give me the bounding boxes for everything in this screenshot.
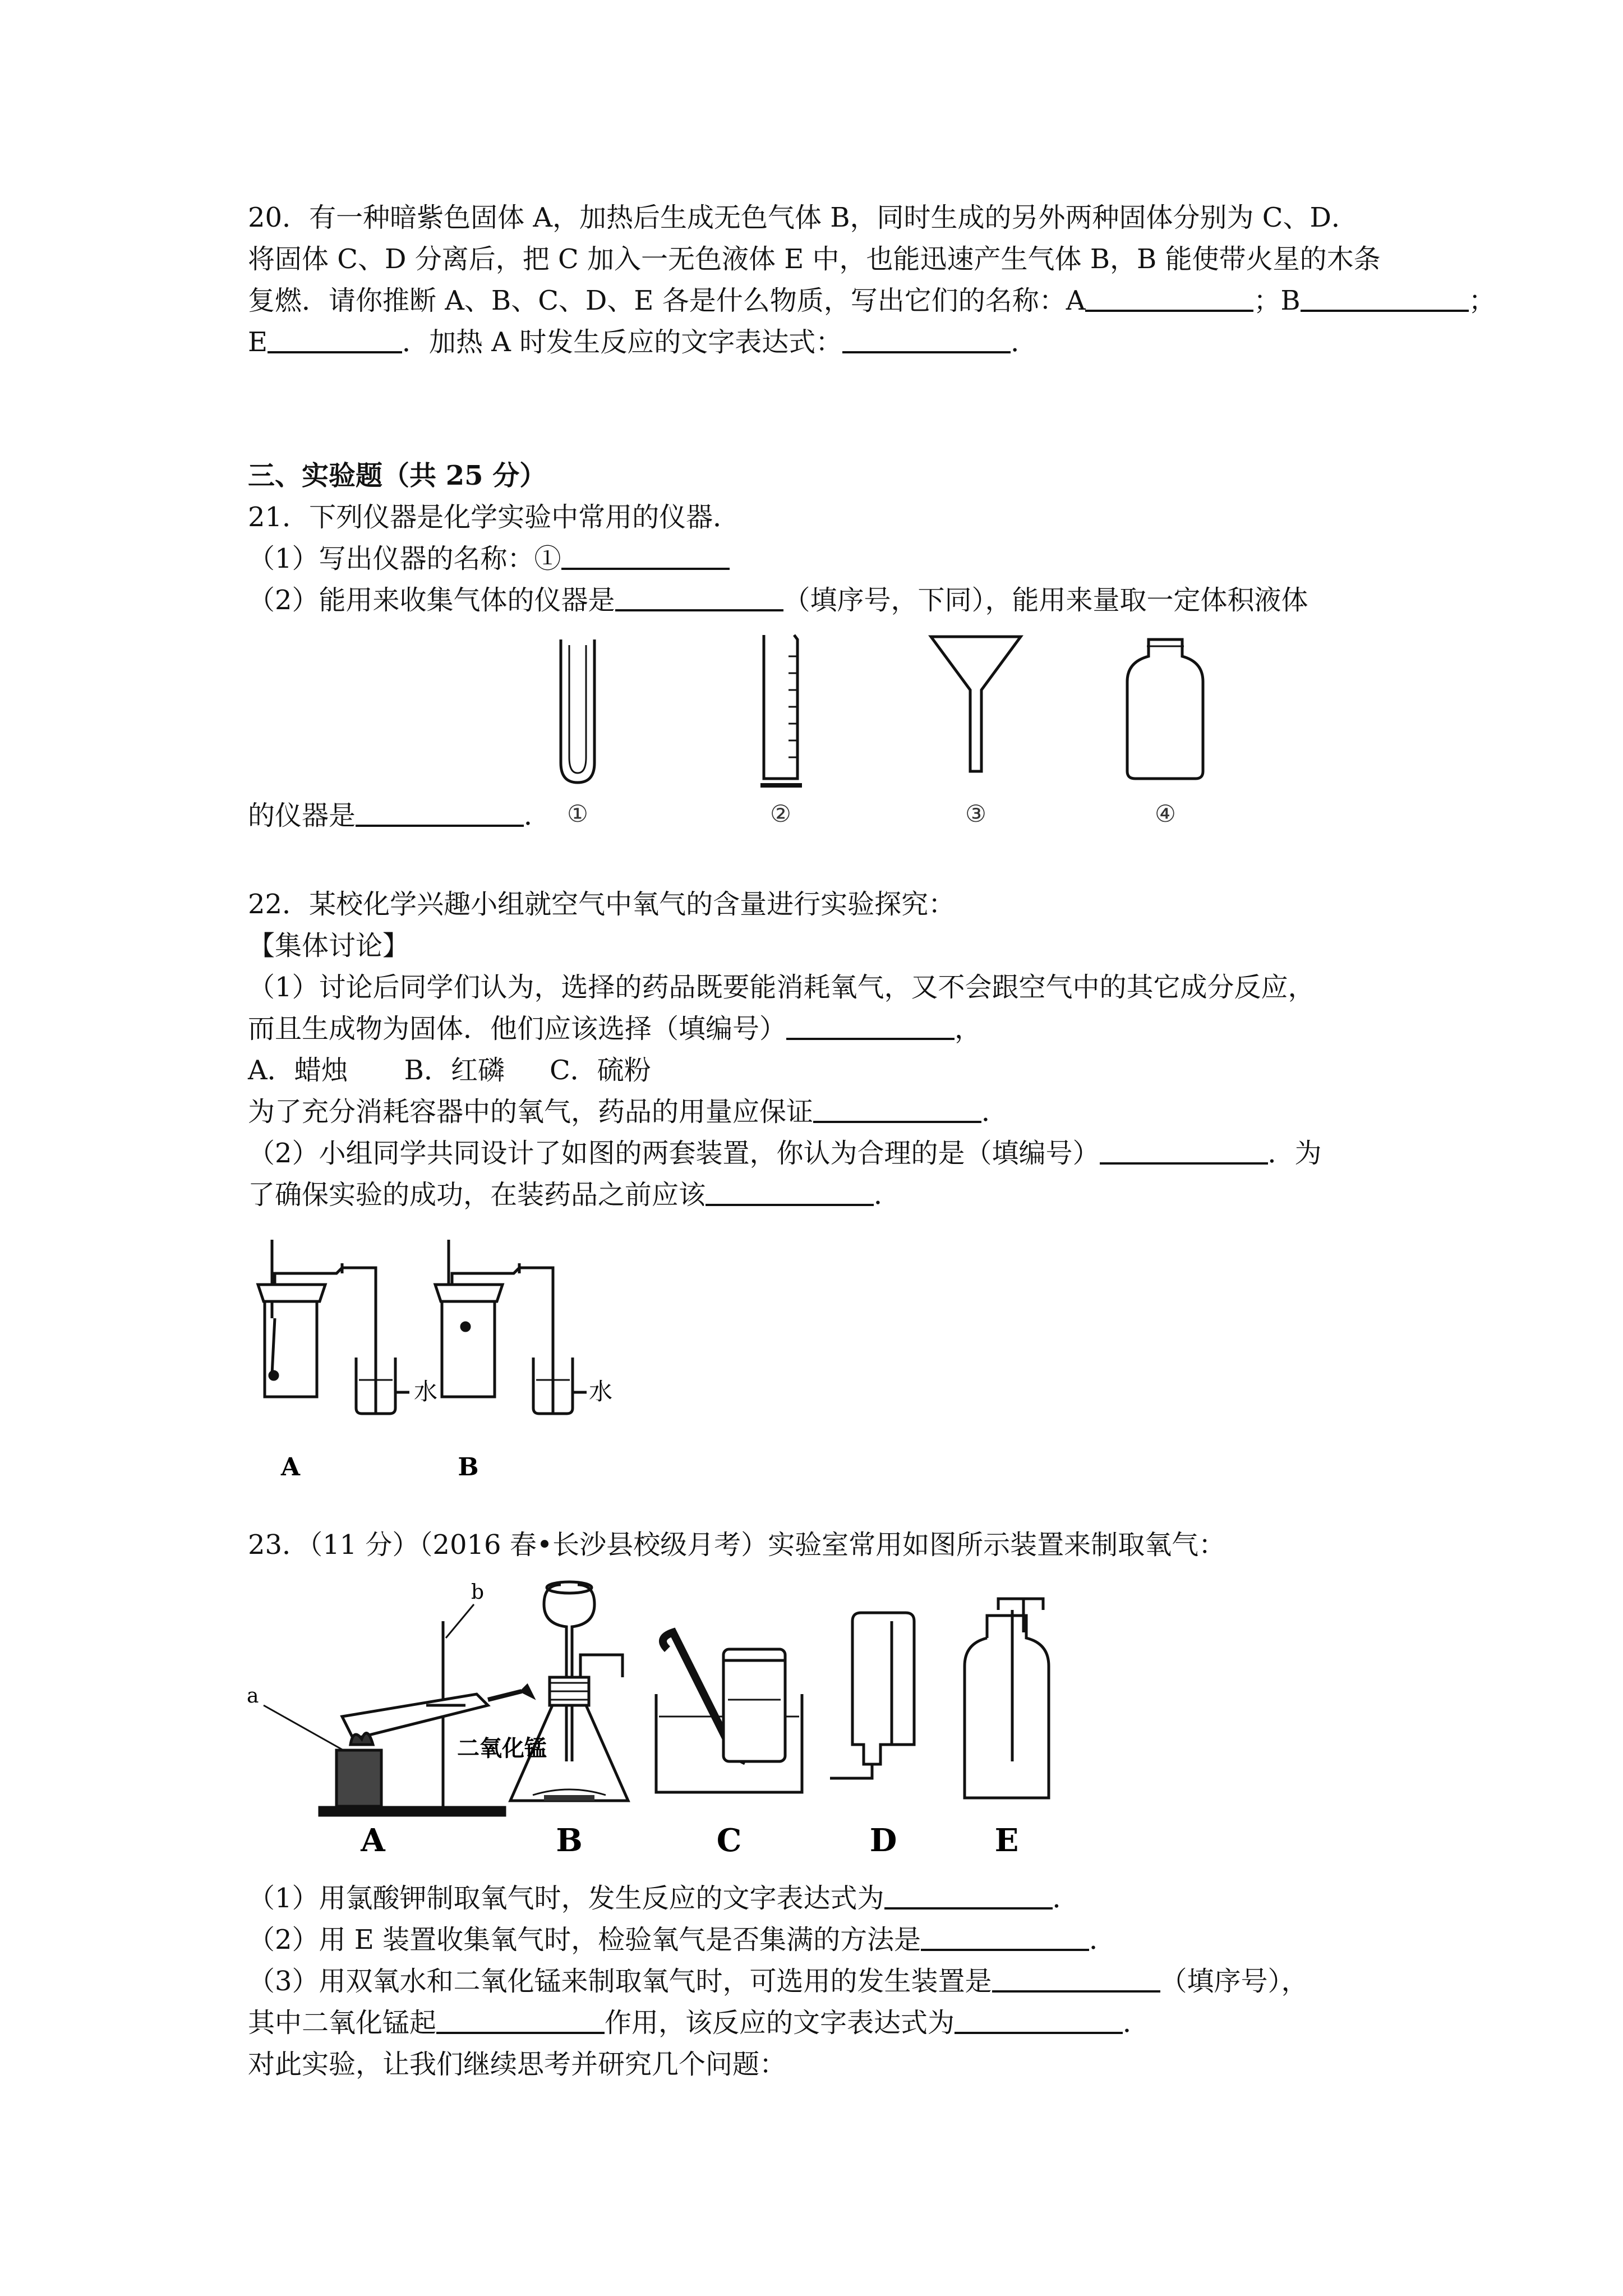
section-title: 三、实验题（共 25 分） [248, 460, 547, 491]
q22-part1c-end: ． [981, 1096, 1009, 1128]
q23-part3a-text: （3）用双氧水和二氧化锰来制取氧气时，可选用的发生装置是 [248, 1966, 992, 1997]
q20-line1: 20．有一种暗紫色固体 A，加热后生成无色气体 B，同时生成的另外两种固体分别为 C、D． [248, 202, 1359, 233]
q23-part3a [248, 1964, 1308, 1998]
q23-part2 [248, 1923, 1116, 1957]
q21-part1 [248, 542, 730, 576]
q20-line2: 将固体 C、D 分离后，把 C 加入一无色液体 E 中，也能迅速产生气体 B，B 能使带火星的木条 [248, 243, 1381, 275]
q20-line4-text: E [248, 326, 268, 358]
answer-blank-b[interactable] [1301, 285, 1469, 312]
apparatus-e-bottle [965, 1599, 1049, 1798]
q21-part3-end: ． [524, 800, 551, 831]
q23-part4: 对此实验，让我们继续思考并研究几个问题： [248, 2049, 787, 2080]
q20-line4 [248, 325, 1038, 359]
apparatus-d-bottle [830, 1613, 914, 1778]
option-a: A．蜡烛 [248, 1055, 348, 1086]
q23-part3b-end: ． [1123, 2007, 1150, 2039]
q21-part2-text: （2）能用来收集气体的仪器是 [248, 585, 615, 616]
mno2-label: 二氧化锰 [457, 1735, 547, 1761]
fig-label-a: A [361, 1822, 385, 1859]
q22-part2a-end: ．为 [1267, 1138, 1322, 1169]
water-label-a: 水 [414, 1378, 438, 1405]
answer-blank-amount[interactable] [813, 1096, 981, 1123]
q23-part3a-end: （填序号）， [1160, 1966, 1308, 1997]
label-a: a [247, 1685, 259, 1708]
apparatus-a-heating [264, 1604, 533, 1815]
q20-line3-end: ； [1468, 285, 1496, 316]
q21-stem: 21．下列仪器是化学实验中常用的仪器． [248, 501, 740, 533]
fig-label-e: E [994, 1822, 1019, 1859]
q23-part1 [248, 1881, 1080, 1915]
apparatus-b [435, 1240, 587, 1414]
oxygen-preparation-figure [241, 1576, 1228, 1874]
answer-blank-apparatus[interactable] [1100, 1138, 1268, 1165]
q21-part2 [248, 583, 1308, 617]
q23-part1-text: （1）用氯酸钾制取氧气时，发生反应的文字表达式为 [248, 1883, 884, 1914]
apparatus-c-trough [656, 1632, 802, 1792]
funnel-icon [931, 637, 1021, 771]
answer-blank-e[interactable] [268, 326, 402, 353]
answer-blank-a[interactable] [1085, 285, 1253, 312]
oxygen-content-apparatus-figure [241, 1228, 623, 1492]
q20-line3-mid: ；B [1253, 285, 1301, 316]
apparatus-a [258, 1240, 409, 1414]
answer-blank-full-check[interactable] [921, 1924, 1089, 1951]
q21-part3-text: 的仪器是 [248, 800, 356, 831]
answer-blank-kclo3-equation[interactable] [884, 1883, 1053, 1910]
instruments-figure [538, 628, 1279, 836]
q23-part3b [248, 2006, 1150, 2040]
answer-blank-reagent[interactable] [786, 1013, 955, 1040]
q22-options [248, 1053, 651, 1087]
answer-blank-h2o2-equation[interactable] [955, 2007, 1123, 2034]
label-b: b [471, 1581, 485, 1604]
q23-stem: 23．（11 分）（2016 春•长沙县校级月考）实验室常用如图所示装置来制取氧气： [248, 1529, 1226, 1561]
q22-part1a: （1）讨论后同学们认为，选择的药品既要能消耗氧气，又不会跟空气中的其它成分反应， [248, 972, 1315, 1003]
q22-part2b [248, 1178, 901, 1212]
option-b: B．红磷 [404, 1055, 505, 1086]
fig-label-b: B [458, 1453, 479, 1481]
q20-line4-end: ． [1011, 326, 1038, 358]
fig-label-a: A [280, 1453, 301, 1481]
label-1: ① [567, 800, 588, 827]
q22-part2a-text: （2）小组同学共同设计了如图的两套装置，你认为合理的是（填编号） [248, 1138, 1100, 1169]
q22-heading: 【集体讨论】 [248, 930, 410, 961]
q22-part1b [248, 1012, 981, 1046]
q22-stem: 22．某校化学兴趣小组就空气中氧气的含量进行实验探究： [248, 889, 956, 920]
answer-blank-measure-liquid[interactable] [356, 800, 524, 827]
q20-line4-mid: ．加热 A 时发生反应的文字表达式： [402, 326, 843, 358]
label-4: ④ [1155, 800, 1176, 827]
q23-part2-end: ． [1089, 1924, 1117, 1955]
q22-part1c [248, 1095, 1008, 1129]
q21-part3 [248, 799, 551, 832]
q23-part2-text: （2）用 E 装置收集氧气时，检验氧气是否集满的方法是 [248, 1924, 921, 1955]
q22-part2a [248, 1137, 1322, 1170]
q22-part1b-text: 而且生成物为固体．他们应该选择（填编号） [248, 1013, 787, 1045]
answer-blank-check[interactable] [706, 1179, 874, 1206]
answer-blank-mno2-role[interactable] [436, 2007, 605, 2034]
q20-line3-text: 复燃．请你推断 A、B、C、D、E 各是什么物质，写出它们的名称：A [248, 285, 1086, 316]
answer-blank-instrument-name[interactable] [561, 543, 730, 570]
fig-label-c: C [716, 1822, 742, 1859]
water-label-b: 水 [589, 1378, 613, 1405]
test-tube-icon [561, 639, 594, 783]
label-2: ② [770, 800, 791, 827]
q23-part3b-text: 其中二氧化锰起 [248, 2007, 437, 2039]
q22-part1c-text: 为了充分消耗容器中的氧气，药品的用量应保证 [248, 1096, 814, 1128]
q20-line3 [248, 284, 1496, 318]
graduated-cylinder-icon [760, 635, 802, 785]
gas-bottle-icon [1127, 639, 1203, 779]
answer-blank-equation-a[interactable] [842, 326, 1011, 353]
q22-part2b-end: ． [874, 1179, 901, 1211]
q22-part2b-text: 了确保实验的成功，在装药品之前应该 [248, 1179, 706, 1211]
q21-part2-post: （填序号，下同），能用来量取一定体积液体 [783, 585, 1308, 616]
fig-label-d: D [869, 1822, 897, 1859]
fig-label-b: B [556, 1822, 583, 1859]
q23-part1-end: ． [1052, 1883, 1080, 1914]
q21-part1-text: （1）写出仪器的名称：① [248, 543, 561, 574]
answer-blank-collect-gas[interactable] [615, 585, 783, 611]
label-3: ③ [965, 800, 986, 827]
option-c: C．硫粉 [549, 1055, 651, 1086]
answer-blank-generator[interactable] [992, 1966, 1160, 1993]
q22-part1b-end: ， [955, 1013, 982, 1045]
q23-part3b-mid: 作用，该反应的文字表达式为 [605, 2007, 955, 2039]
